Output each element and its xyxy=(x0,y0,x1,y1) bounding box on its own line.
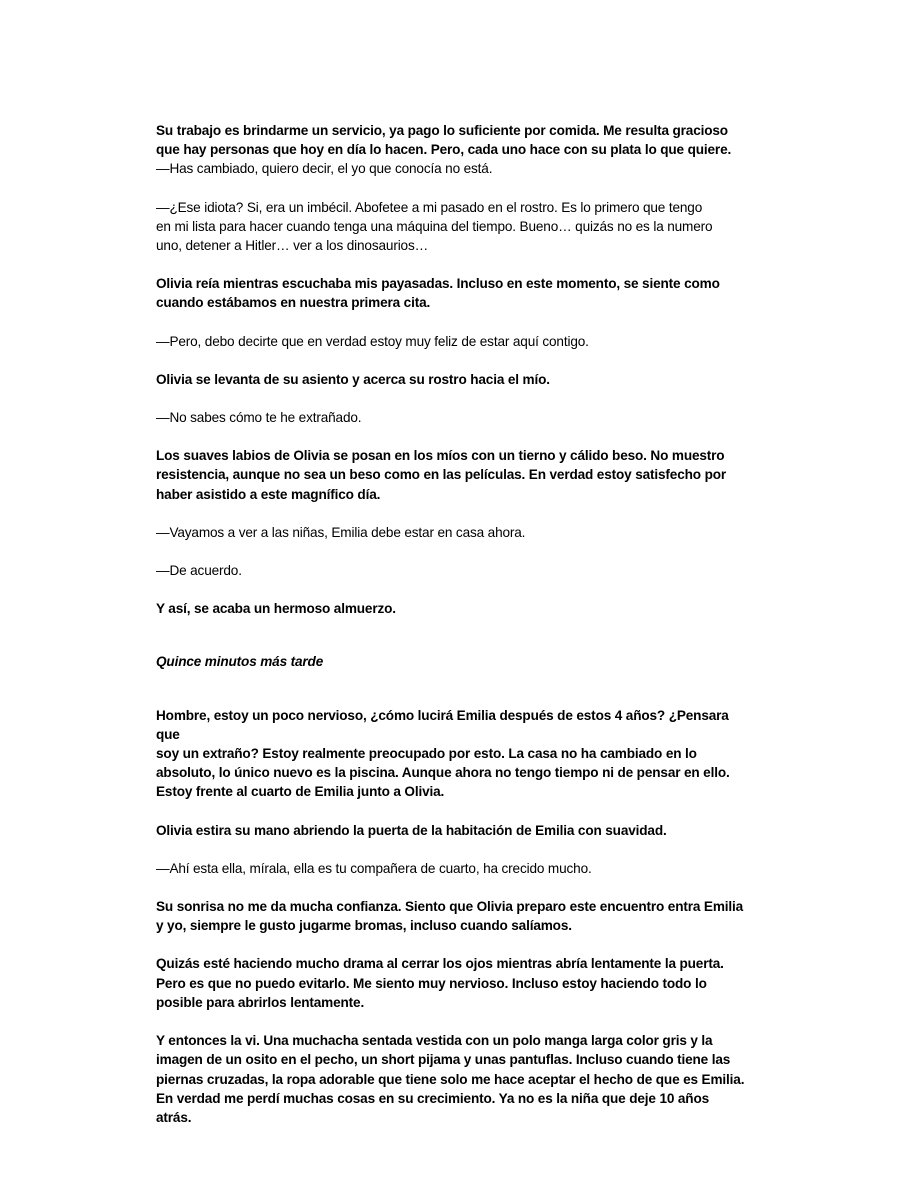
paragraph xyxy=(156,821,748,840)
text-line: Olivia reía mientras escuchaba mis payasadas. Incluso en este momento, se siente como xyxy=(156,276,720,292)
paragraph xyxy=(156,954,748,1012)
dialogue-paragraph xyxy=(156,523,748,542)
text-line: Los suaves labios de Olivia se posan en los míos con un tierno y cálido beso. No muestro xyxy=(156,448,725,464)
text-line: —Pero, debo decirte que en verdad estoy muy feliz de estar aquí contigo. xyxy=(156,333,589,349)
text-line: haber asistido a este magnífico día. xyxy=(156,486,381,502)
text-line: Y así, se acaba un hermoso almuerzo. xyxy=(156,601,396,617)
text-line: Y entonces la vi. Una muchacha sentada vestida con un polo manga larga color gris y la xyxy=(156,1033,713,1049)
text-line: Pero es que no puedo evitarlo. Me siento muy nervioso. Incluso estoy haciendo todo lo xyxy=(156,975,707,991)
text-line: y yo, siempre le gusto jugarme bromas, incluso cuando salíamos. xyxy=(156,918,572,934)
dialogue-paragraph xyxy=(156,159,748,178)
text-line: Quizás esté haciendo mucho drama al cerrar los ojos mientras abría lentamente la puerta. xyxy=(156,956,724,972)
paragraph xyxy=(156,706,748,802)
text-line: resistencia, aunque no sea un beso como en las películas. En verdad estoy satisfecho por xyxy=(156,467,727,483)
text-line: En verdad me perdí muchas cosas en su crecimiento. Ya no es la niña que deje 10 años atrás. xyxy=(156,1090,710,1125)
text-line: Olivia estira su mano abriendo la puerta de la habitación de Emilia con suavidad. xyxy=(156,822,667,838)
text-line: Olivia se levanta de su asiento y acerca su rostro hacia el mío. xyxy=(156,371,550,387)
dialogue-paragraph xyxy=(156,859,748,878)
text-line: Hombre, estoy un poco nervioso, ¿cómo lucirá Emilia después de estos 4 años? ¿Pensara que xyxy=(156,707,729,742)
paragraph xyxy=(156,274,748,312)
text-line: imagen de un osito en el pecho, un short pijama y unas pantuflas. Incluso cuando tiene las xyxy=(156,1052,731,1068)
text-line: —De acuerdo. xyxy=(156,563,242,579)
text-line: absoluto, lo único nuevo es la piscina. Aunque ahora no tengo tiempo ni de pensar en ello. xyxy=(156,765,730,781)
text-line: Su trabajo es brindarme un servicio, ya pago lo suficiente por comida. Me resulta gracioso xyxy=(156,123,728,138)
text-line: soy un extraño? Estoy realmente preocupado por esto. La casa no ha cambiado en lo xyxy=(156,746,697,762)
text-line: Estoy frente al cuarto de Emilia junto a Olivia. xyxy=(156,784,445,800)
text-line: posible para abrirlos lentamente. xyxy=(156,994,365,1010)
text-line: —Has cambiado, quiero decir, el yo que conocía no está. xyxy=(156,161,493,177)
paragraph xyxy=(156,121,748,159)
text-line: cuando estábamos en nuestra primera cita. xyxy=(156,295,431,311)
text-line: —No sabes cómo te he extrañado. xyxy=(156,410,362,426)
text-line: piernas cruzadas, la ropa adorable que tiene solo me hace aceptar el hecho de que es Emilia. xyxy=(156,1071,745,1087)
text-line: Quince minutos más tarde xyxy=(156,654,324,670)
text-line: Su sonrisa no me da mucha confianza. Siento que Olivia preparo este encuentro entra Emilia xyxy=(156,899,744,915)
document-body xyxy=(156,121,748,1127)
text-line: uno, detener a Hitler… ver a los dinosaurios… xyxy=(156,238,429,254)
section-heading xyxy=(156,652,748,671)
paragraph xyxy=(156,897,748,935)
text-line: —Ahí esta ella, mírala, ella es tu compañera de cuarto, ha crecido mucho. xyxy=(156,860,592,876)
dialogue-paragraph xyxy=(156,408,748,427)
paragraph xyxy=(156,599,748,618)
paragraph xyxy=(156,1031,748,1127)
dialogue-paragraph xyxy=(156,332,748,351)
dialogue-paragraph xyxy=(156,561,748,580)
paragraph xyxy=(156,370,748,389)
paragraph xyxy=(156,446,748,504)
text-line: —Vayamos a ver a las niñas, Emilia debe estar en casa ahora. xyxy=(156,524,526,540)
text-line: en mi lista para hacer cuando tenga una máquina del tiempo. Bueno… quizás no es la numero xyxy=(156,218,713,234)
text-line: que hay personas que hoy en día lo hacen. Pero, cada uno hace con su plata lo que quiere. xyxy=(156,142,732,158)
dialogue-paragraph xyxy=(156,198,748,256)
text-line: —¿Ese idiota? Si, era un imbécil. Abofetee a mi pasado en el rostro. Es lo primero que tengo xyxy=(156,199,703,215)
